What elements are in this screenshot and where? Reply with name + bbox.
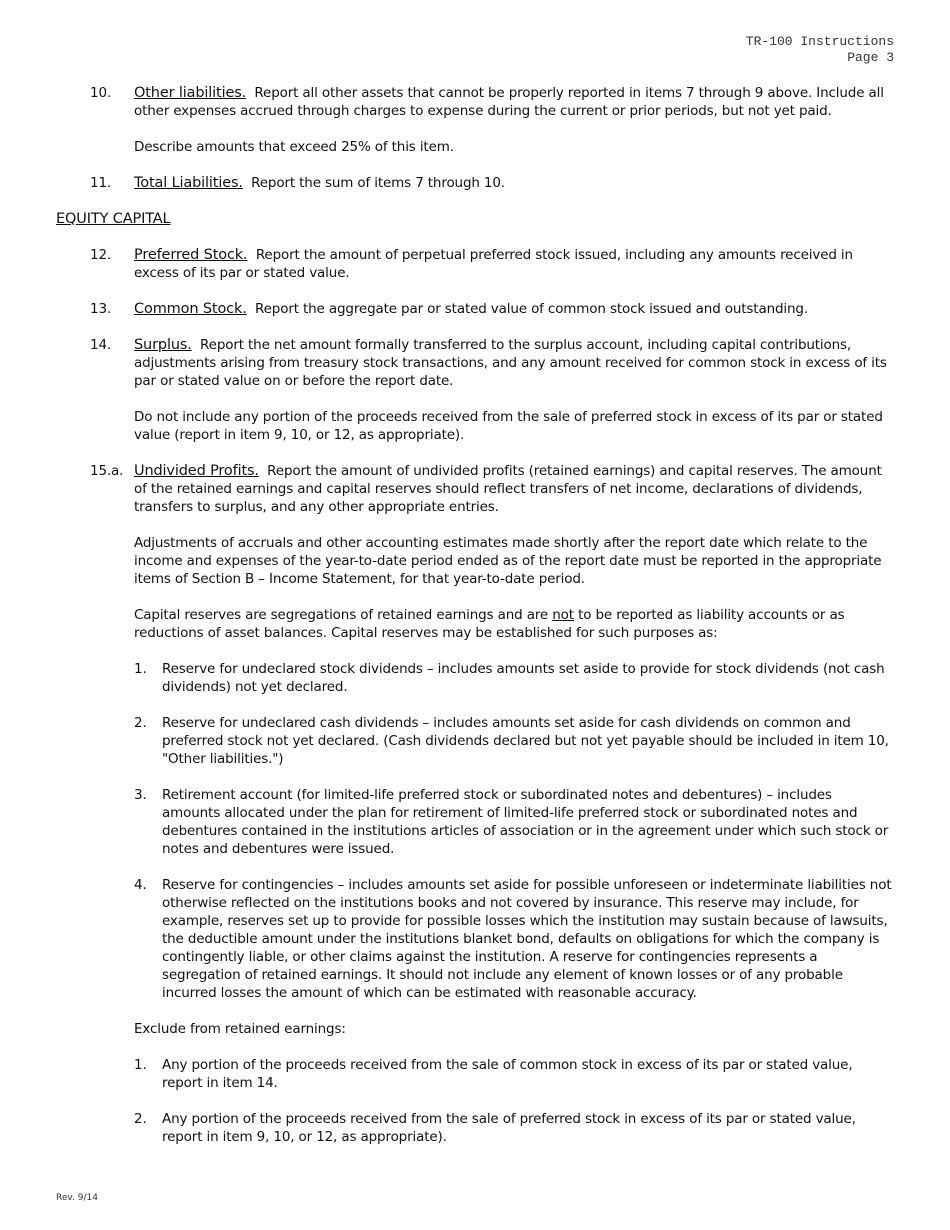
item-title: Common Stock.: [134, 301, 247, 317]
list-number: 3.: [134, 787, 147, 803]
item-paragraph: [134, 300, 892, 318]
item-paragraph: [134, 462, 892, 516]
item-number: 13.: [90, 301, 112, 317]
list-text: Reserve for undeclared cash dividends – includes amounts set aside for cash dividends on common and preferred stock not yet declared. (Cash dividends declared but not yet payable should be included in item 10, "Other liabilities."): [162, 715, 889, 767]
item-number: 11.: [90, 175, 112, 191]
list-text: Retirement account (for limited-life preferred stock or subordinated notes and debentures) – includes amounts allocated under the plan for retirement of limited-life preferred stock or subordinated notes and debentures contained in the institutions articles of association or in the agreement under which such stock or notes and debentures were issued.: [162, 787, 889, 857]
item-paragraph: Adjustments of accruals and other accounting estimates made shortly after the report date which relate to the income and expenses of the year-to-date period ended as of the report date must be reported in the appropriate items of Section B – Income Statement, for that year-to-date period.: [134, 535, 882, 587]
page-number: Page 3: [847, 50, 894, 65]
item-14: [56, 336, 892, 444]
item-10: [56, 84, 892, 156]
list-number: 2.: [134, 715, 147, 731]
instructions-body: [56, 84, 892, 1164]
item-title: Undivided Profits.: [134, 463, 259, 479]
list-number: 1.: [134, 661, 147, 677]
page-header: [746, 34, 894, 66]
item-number: 15.a.: [90, 463, 124, 479]
list-item: [134, 714, 892, 768]
list-text: Reserve for undeclared stock dividends – includes amounts set aside to provide for stock dividends (not cash dividends) not yet declared.: [162, 661, 885, 695]
item-text: Report the aggregate par or stated value of common stock issued and outstanding.: [255, 301, 808, 317]
item-text: Report the sum of items 7 through 10.: [251, 175, 505, 191]
item-title: Total Liabilities.: [134, 175, 243, 191]
document-id: TR-100 Instructions: [745, 34, 894, 49]
list-text: Any portion of the proceeds received from the sale of preferred stock in excess of its par or stated value, report in item 9, 10, or 12, as appropriate).: [162, 1111, 856, 1145]
list-number: 1.: [134, 1057, 147, 1073]
item-text: Report the amount of perpetual preferred stock issued, including any amounts received in excess of its par or stated value.: [134, 247, 853, 281]
section-heading: EQUITY CAPITAL: [56, 211, 171, 227]
item-11: [56, 174, 892, 192]
item-text: Report the amount of undivided profits (retained earnings) and capital reserves. The amount of the retained earnings and capital reserves should reflect transfers of net income, declarations of dividends, transfers to surplus, and any other appropriate entries.: [134, 463, 882, 515]
list-item: [134, 876, 892, 1002]
item-number: 14.: [90, 337, 112, 353]
list-item: [134, 786, 892, 858]
item-paragraph: [134, 246, 892, 282]
item-paragraph: Do not include any portion of the proceeds received from the sale of preferred stock in excess of its par or stated value (report in item 9, 10, or 12, as appropriate).: [134, 409, 883, 443]
item-title: Other liabilities.: [134, 85, 247, 101]
item-13: [56, 300, 892, 318]
list-number: 4.: [134, 877, 147, 893]
item-title: Preferred Stock.: [134, 247, 248, 263]
item-paragraph: Describe amounts that exceed 25% of this item.: [134, 139, 454, 155]
list-text: Any portion of the proceeds received from the sale of common stock in excess of its par or stated value, report in item 14.: [162, 1057, 853, 1091]
item-15a: [56, 462, 892, 1146]
item-paragraph: [134, 84, 892, 120]
item-text: Report all other assets that cannot be properly reported in items 7 through 9 above. Include all other expenses accrued through charges to expense during the current or prior periods, but not yet paid.: [134, 85, 884, 119]
item-title: Surplus.: [134, 337, 192, 353]
item-paragraph: [134, 606, 892, 642]
item-text: Report the net amount formally transferred to the surplus account, including capital contributions, adjustments arising from treasury stock transactions, and any amount received for common stock in excess of its par or stated value on or before the report date.: [134, 337, 887, 389]
list-number: 2.: [134, 1111, 147, 1127]
list-item: [134, 660, 892, 696]
item-number: 12.: [90, 247, 112, 263]
reserve-list: [134, 660, 892, 1002]
revision-footer: Rev. 9/14: [56, 1193, 98, 1203]
emphasis-not: not: [552, 607, 574, 623]
item-text: to be reported as liability accounts or as reductions of asset balances. Capital reserves may be established for such purposes as:: [134, 607, 845, 641]
item-12: [56, 246, 892, 282]
item-text: Capital reserves are segregations of retained earnings and are: [134, 607, 549, 623]
list-item: [134, 1110, 892, 1146]
exclusion-list: [134, 1056, 892, 1146]
item-paragraph: [134, 174, 892, 192]
item-paragraph: [134, 336, 892, 390]
item-number: 10.: [90, 85, 112, 101]
list-item: [134, 1056, 892, 1092]
list-text: Reserve for contingencies – includes amounts set aside for possible unforeseen or indeterminate liabilities not otherwise reflected on the institutions books and not covered by insurance. This reserve may include, for example, reserves set up to provide for possible losses which the institution may sustain because of lawsuits, the deductible amount under the institutions blanket bond, defaults on obligations for which the company is contingently liable, or other claims against the institution. A reserve for contingencies represents a segregation of retained earnings. It should not include any element of known losses or of any probable incurred losses the amount of which can be estimated with reasonable accuracy.: [162, 877, 892, 1001]
exclude-intro: Exclude from retained earnings:: [134, 1021, 346, 1037]
